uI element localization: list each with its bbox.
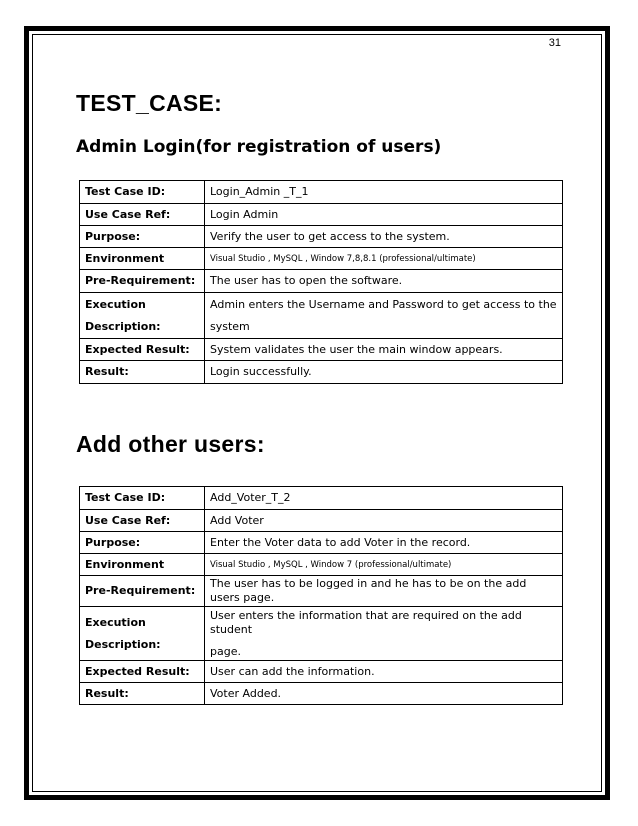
row-value: Login_Admin _T_1 (205, 181, 563, 204)
row-value: Enter the Voter data to add Voter in the record. (205, 532, 563, 554)
table-row (80, 683, 563, 705)
row-label: Environment (80, 248, 205, 270)
row-label (80, 293, 205, 339)
section-subheading-admin-login: Admin Login(for registration of users) (76, 137, 442, 157)
row-value: User can add the information. (205, 661, 563, 683)
table-row (80, 554, 563, 576)
table-row (80, 607, 563, 661)
row-value-line: page. (210, 644, 241, 658)
row-label-line: Description: (85, 319, 161, 333)
row-value: Add Voter (205, 510, 563, 532)
table-row (80, 181, 563, 204)
page-number: 31 (548, 37, 561, 49)
row-value: The user has to be logged in and he has to be on the add users page. (205, 576, 563, 607)
row-value-line: system (210, 319, 250, 333)
table-row (80, 487, 563, 510)
row-label (80, 607, 205, 661)
row-value (205, 293, 563, 339)
row-value-line: User enters the information that are required on the add student (210, 608, 522, 636)
row-label: Purpose: (80, 226, 205, 248)
row-value: Voter Added. (205, 683, 563, 705)
test-case-table-admin-login (79, 180, 563, 384)
row-label-line: Description: (85, 637, 161, 651)
row-label: Test Case ID: (80, 487, 205, 510)
row-label: Test Case ID: (80, 181, 205, 204)
row-value: Login Admin (205, 204, 563, 226)
row-value: System validates the user the main window appears. (205, 339, 563, 361)
row-label: Use Case Ref: (80, 510, 205, 532)
row-value: Login successfully. (205, 361, 563, 384)
row-label: Pre-Requirement: (80, 576, 205, 607)
row-value: Visual Studio , MySQL , Window 7 (professional/ultimate) (205, 554, 563, 576)
row-label: Purpose: (80, 532, 205, 554)
row-label-line: Execution (85, 297, 146, 311)
table-row (80, 510, 563, 532)
row-value: Visual Studio , MySQL , Window 7,8,8.1 (professional/ultimate) (205, 248, 563, 270)
row-value: Verify the user to get access to the system. (205, 226, 563, 248)
row-label: Result: (80, 683, 205, 705)
table-row (80, 270, 563, 293)
row-label: Expected Result: (80, 339, 205, 361)
table-row (80, 532, 563, 554)
table-row (80, 293, 563, 339)
table-row (80, 248, 563, 270)
row-label: Result: (80, 361, 205, 384)
table-row (80, 339, 563, 361)
table-row (80, 204, 563, 226)
row-label: Pre-Requirement: (80, 270, 205, 293)
table-row (80, 361, 563, 384)
row-value: The user has to open the software. (205, 270, 563, 293)
row-value: Add_Voter_T_2 (205, 487, 563, 510)
row-value (205, 607, 563, 661)
section-heading-add-other-users: Add other users: (76, 431, 265, 457)
row-label-line: Execution (85, 615, 146, 629)
table-row (80, 661, 563, 683)
table-row (80, 226, 563, 248)
row-label: Expected Result: (80, 661, 205, 683)
table-row (80, 576, 563, 607)
row-label: Environment (80, 554, 205, 576)
row-label: Use Case Ref: (80, 204, 205, 226)
row-value-line: Admin enters the Username and Password to get access to the (210, 297, 557, 311)
section-heading-test-case: TEST_CASE: (76, 90, 223, 116)
test-case-table-add-users (79, 486, 563, 705)
